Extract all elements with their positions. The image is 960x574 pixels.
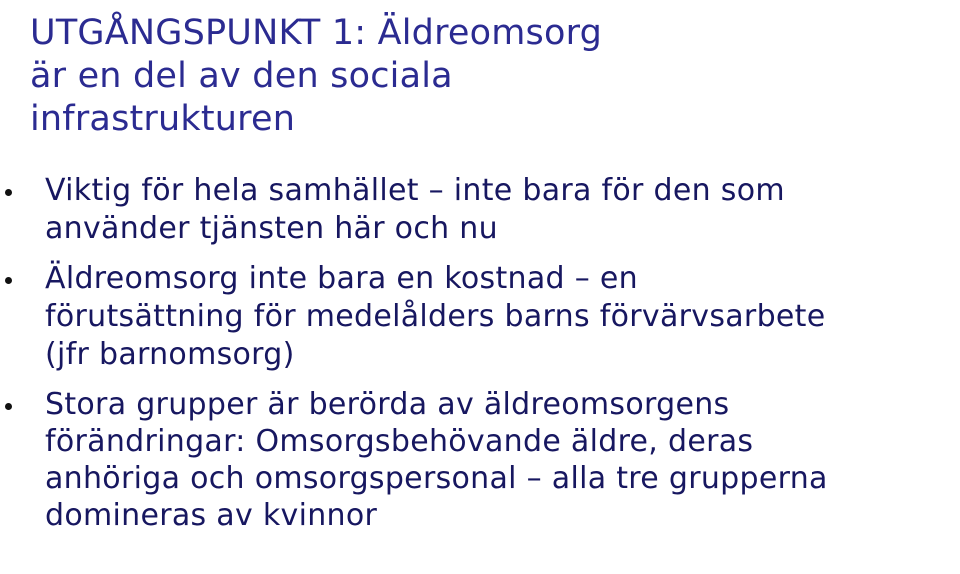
bullet-text-line: använder tjänsten här och nu: [45, 211, 498, 246]
title-line: infrastrukturen: [30, 99, 296, 139]
slide-title: [30, 12, 602, 141]
bullet-text-line: domineras av kvinnor: [45, 498, 378, 533]
bullet-text-line: förändringar: Omsorgsbehövande äldre, deras: [45, 424, 754, 459]
bullet-text-line: förutsättning för medelålders barns förvärvsarbete: [45, 299, 826, 334]
bullet-list: [0, 172, 960, 546]
bullet-text-line: anhöriga och omsorgspersonal – alla tre grupperna: [45, 461, 828, 496]
bullet-text-line: Äldreomsorg inte bara en kostnad – en: [45, 261, 638, 296]
bullet-item: [0, 386, 960, 534]
bullet-item: [0, 172, 960, 248]
bullet-text-line: Viktig för hela samhället – inte bara för den som: [45, 173, 785, 208]
title-line: UTGÅNGSPUNKT 1: Äldreomsorg: [30, 13, 602, 53]
title-line: är en del av den sociala: [30, 56, 453, 96]
bullet-item: [0, 260, 960, 374]
bullet-dot-icon: [5, 403, 12, 410]
bullet-text-line: (jfr barnomsorg): [45, 337, 295, 372]
bullet-dot-icon: [5, 189, 12, 196]
bullet-dot-icon: [5, 277, 12, 284]
bullet-text-line: Stora grupper är berörda av äldreomsorgens: [45, 387, 730, 422]
